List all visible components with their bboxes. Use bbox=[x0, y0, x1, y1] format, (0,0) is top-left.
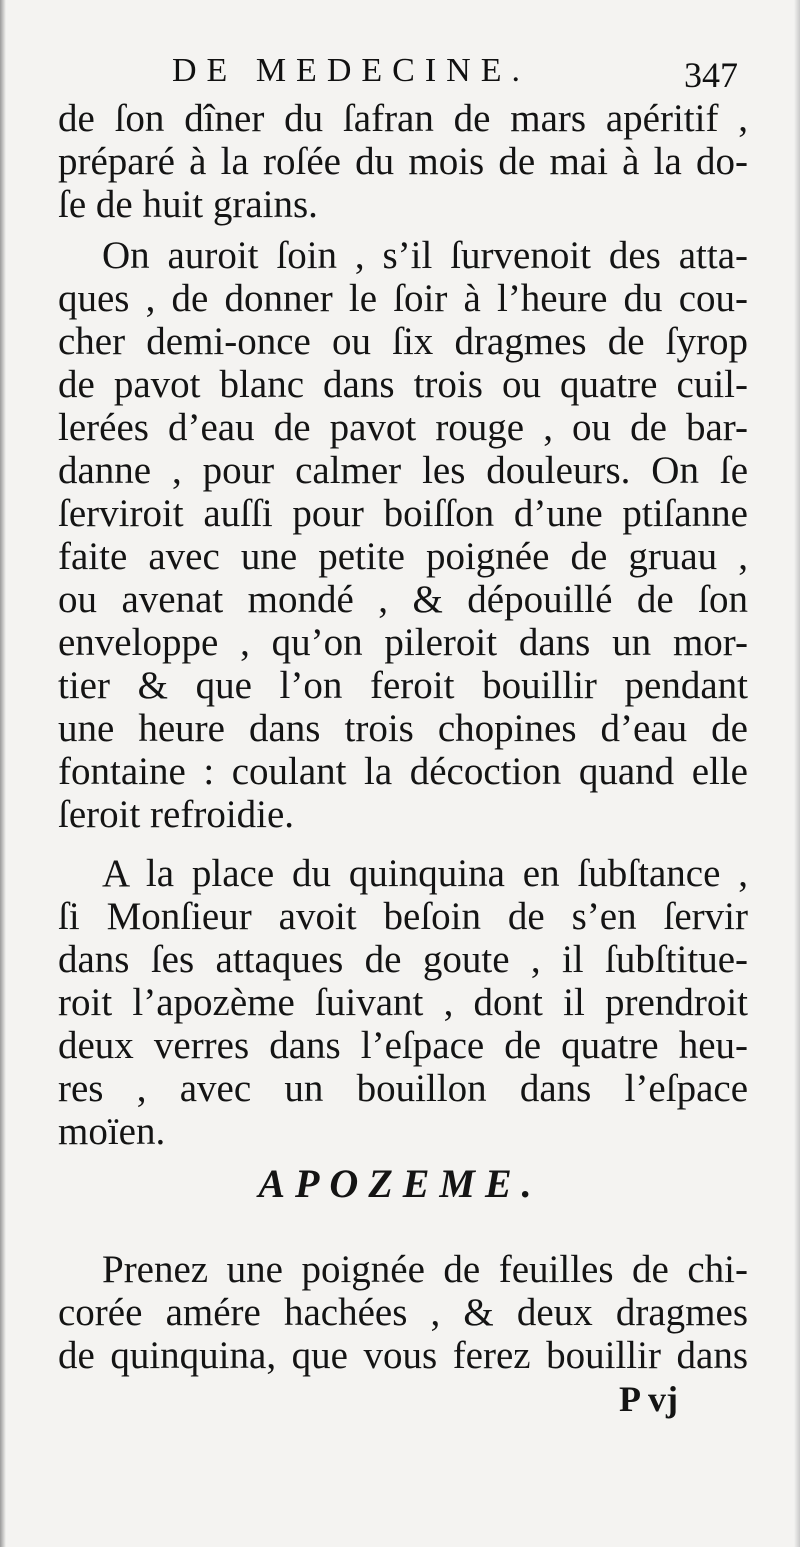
text-line: ou avenat mondé , & dépouillé de ſon bbox=[58, 578, 748, 621]
text-line: préparé à la roſée du mois de mai à la do- bbox=[58, 140, 748, 183]
text-line: roit l’apozème ſuivant , dont il prendroit bbox=[58, 981, 748, 1024]
section-heading: APOZEME. bbox=[258, 1161, 542, 1206]
text-line: lerées d’eau de pavot rouge , ou de bar- bbox=[58, 406, 748, 449]
text-line: ſi Monſieur avoit beſoin de s’en ſervir bbox=[58, 895, 748, 938]
text-line: deux verres dans l’eſpace de quatre heu- bbox=[58, 1024, 748, 1067]
text-line: On auroit ſoin , s’il ſurvenoit des atta- bbox=[102, 234, 748, 277]
text-line: danne , pour calmer les douleurs. On ſe bbox=[58, 449, 748, 492]
paragraph-quinquina bbox=[58, 852, 748, 1153]
text-line: dans ſes attaques de goute , il ſubſtitue- bbox=[58, 938, 748, 981]
text-line: cher demi-once ou ſix dragmes de ſyrop bbox=[58, 320, 748, 363]
text-line: une heure dans trois chopines d’eau de bbox=[58, 707, 748, 750]
paragraph-attaques bbox=[58, 234, 748, 836]
text-line: Prenez une poignée de feuilles de chi- bbox=[102, 1248, 748, 1291]
text-line: ſeroit refroidie. bbox=[58, 793, 295, 836]
text-line: de pavot blanc dans trois ou quatre cuil- bbox=[58, 363, 748, 406]
text-line: enveloppe , qu’on pileroit dans un mor- bbox=[58, 621, 748, 664]
signature-mark: P vj bbox=[619, 1379, 678, 1419]
text-line: de quinquina, que vous ferez bouillir dans bbox=[58, 1334, 748, 1377]
text-line: de ſon dîner du ſafran de mars apéritif , bbox=[58, 97, 748, 140]
running-head-title: DE MEDECINE. bbox=[172, 52, 530, 89]
text-line: faite avec une petite poignée de gruau , bbox=[58, 535, 748, 578]
text-line: ſerviroit auſſi pour boiſſon d’une ptiſanne bbox=[58, 492, 748, 535]
running-head bbox=[172, 52, 748, 98]
text-line: moïen. bbox=[58, 1110, 166, 1153]
text-line: ques , de donner le ſoir à l’heure du cou- bbox=[58, 277, 748, 320]
page-number: 347 bbox=[684, 55, 738, 95]
page-edge-shadow bbox=[0, 0, 6, 1547]
text-line: corée amére hachées , & deux dragmes bbox=[58, 1291, 748, 1334]
text-line: fontaine : coulant la décoction quand elle bbox=[58, 750, 748, 793]
paragraph-recipe bbox=[58, 1248, 748, 1377]
text-line: tier & que l’on feroit bouillir pendant bbox=[58, 664, 748, 707]
text-line: res , avec un bouillon dans l’eſpace bbox=[58, 1067, 748, 1110]
text-line: ſe de huit grains. bbox=[58, 183, 318, 226]
paragraph-continuation bbox=[58, 97, 748, 226]
text-line: A la place du quinquina en ſubſtance , bbox=[102, 852, 748, 895]
page-edge-shadow bbox=[794, 0, 800, 1547]
